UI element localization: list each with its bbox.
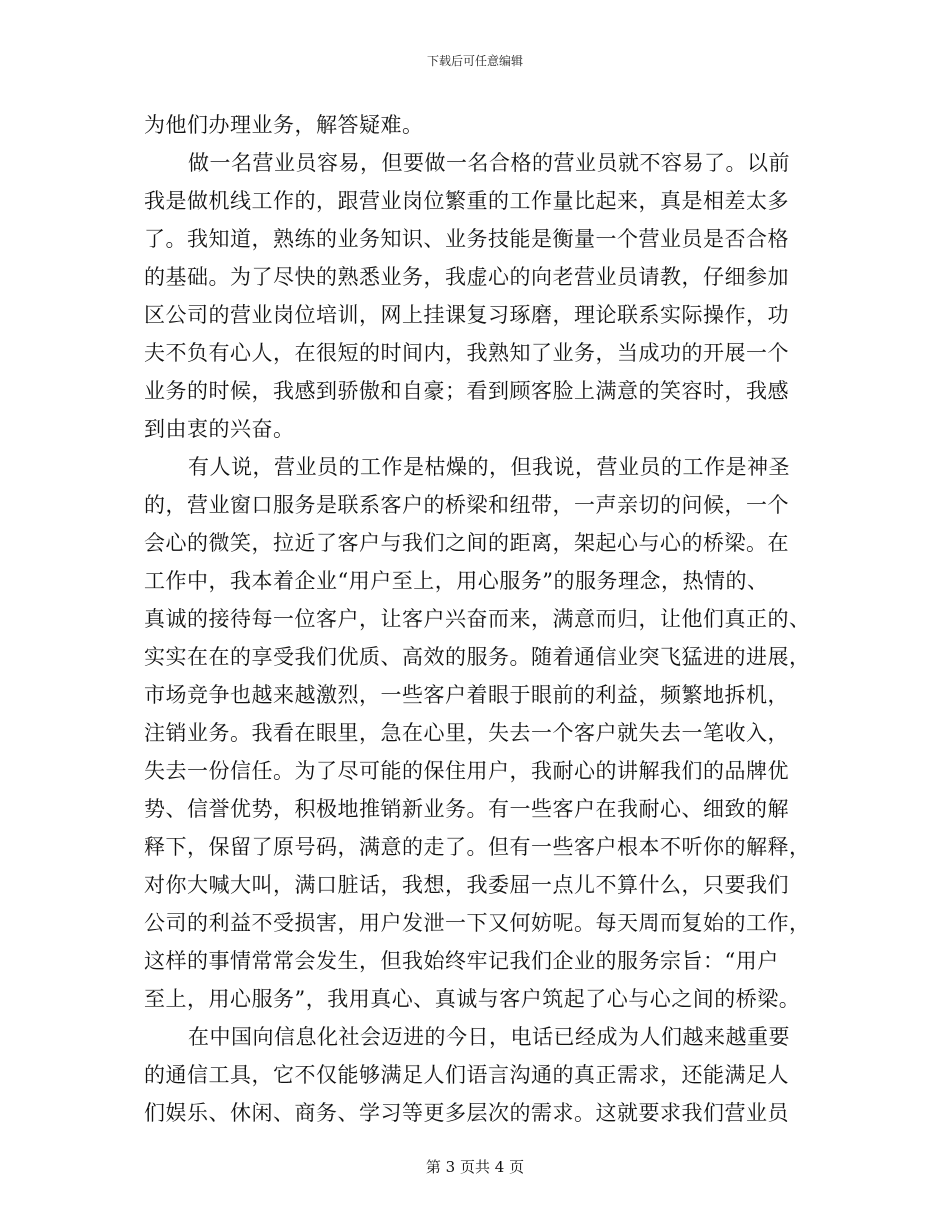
text-line: 失去一份信任。为了尽可能的保住用户，我耐心的讲解我们的品牌优 <box>144 759 789 783</box>
text-line: 夫不负有心人，在很短的时间内，我熟知了业务，当成功的开展一个 <box>144 341 789 365</box>
text-line: 会心的微笑，拉近了客户与我们之间的距离，架起心与心的桥梁。在 <box>144 531 789 555</box>
text-line: 业务的时候，我感到骄傲和自豪；看到顾客脸上满意的笑容时，我感 <box>144 379 789 403</box>
text-line: 到由衷的兴奋。 <box>144 417 295 441</box>
text-line: 市场竞争也越来越激烈，一些客户着眼于眼前的利益，频繁地拆机， <box>144 683 789 707</box>
text-line: 区公司的营业岗位培训，网上挂课复习琢磨，理论联系实际操作，功 <box>144 303 789 327</box>
page-header: 下载后可任意编辑 <box>426 54 523 68</box>
text-line: 们娱乐、休闲、商务、学习等更多层次的需求。这就要求我们营业员 <box>144 1101 789 1125</box>
text-line: 这样的事情常常会发生，但我始终牢记我们企业的服务宗旨：“用户 <box>144 949 779 973</box>
text-line: 在中国向信息化社会迈进的今日，电话已经成为人们越来越重要 <box>188 1025 790 1049</box>
text-line: 注销业务。我看在眼里，急在心里，失去一个客户就失去一笔收入， <box>144 721 789 745</box>
text-line: 势、信誉优势，积极地推销新业务。有一些客户在我耐心、细致的解 <box>144 797 789 821</box>
text-line: 为他们办理业务，解答疑难。 <box>144 113 424 137</box>
page-footer: 第 3 页共 4 页 <box>425 1158 525 1176</box>
text-line: 释下，保留了原号码，满意的走了。但有一些客户根本不听你的解释， <box>144 835 811 859</box>
document-body <box>144 106 814 1132</box>
text-line: 至上，用心服务”，我用真心、真诚与客户筑起了心与心之间的桥梁。 <box>144 987 801 1011</box>
text-line: 的通信工具，它不仅能够满足人们语言沟通的真正需求，还能满足人 <box>144 1063 789 1087</box>
text-line: 的，营业窗口服务是联系客户的桥梁和纽带，一声亲切的问候，一个 <box>144 493 789 517</box>
text-line: 我是做机线工作的，跟营业岗位繁重的工作量比起来，真是相差太多 <box>144 189 789 213</box>
text-line: 对你大喊大叫，满口脏话，我想，我委屈一点儿不算什么，只要我们 <box>144 873 789 897</box>
text-line: 的基础。为了尽快的熟悉业务，我虚心的向老营业员请教，仔细参加 <box>144 265 789 289</box>
text-line: 做一名营业员容易，但要做一名合格的营业员就不容易了。以前 <box>188 151 790 175</box>
text-line: 工作中，我本着企业“用户至上，用心服务”的服务理念，热情的、 <box>144 569 769 593</box>
text-line: 公司的利益不受损害，用户发泄一下又何妨呢。每天周而复始的工作， <box>144 911 811 935</box>
text-line: 实实在在的享受我们优质、高效的服务。随着通信业突飞猛进的进展， <box>144 645 811 669</box>
text-line: 真诚的接待每一位客户，让客户兴奋而来，满意而归，让他们真正的、 <box>144 607 811 631</box>
text-line: 了。我知道，熟练的业务知识、业务技能是衡量一个营业员是否合格 <box>144 227 789 251</box>
text-line: 有人说，营业员的工作是枯燥的，但我说，营业员的工作是神圣 <box>188 455 790 479</box>
